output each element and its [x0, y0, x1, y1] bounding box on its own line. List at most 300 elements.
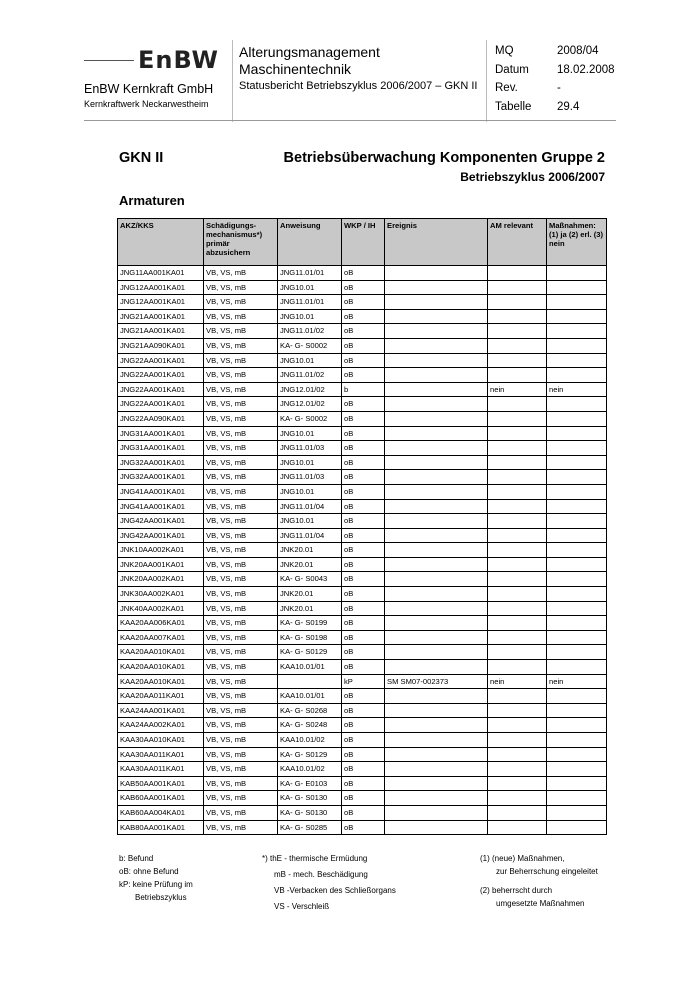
table-row [118, 791, 607, 806]
table-row [118, 689, 607, 704]
table-cell [385, 733, 488, 748]
table-cell: KAA24AA002KA01 [118, 718, 204, 733]
table-cell [385, 411, 488, 426]
table-cell [385, 587, 488, 602]
table-cell [488, 703, 547, 718]
table-cell: oB [342, 324, 385, 339]
table-cell: JNG11.01/04 [278, 499, 342, 514]
table-cell: JNG12AA001KA01 [118, 295, 204, 310]
table-cell [488, 470, 547, 485]
table-cell: oB [342, 528, 385, 543]
table-cell: oB [342, 776, 385, 791]
table-cell: oB [342, 266, 385, 281]
footnote-line: (2) beherrscht durch [480, 886, 553, 895]
table-row [118, 455, 607, 470]
table-cell [547, 368, 607, 383]
table-cell: JNG11.01/03 [278, 441, 342, 456]
table-cell [547, 353, 607, 368]
table-row [118, 528, 607, 543]
table-cell [488, 601, 547, 616]
table-cell [488, 368, 547, 383]
table-cell: VB, VS, mB [204, 353, 278, 368]
table-cell: JNG10.01 [278, 484, 342, 499]
table-cell: VB, VS, mB [204, 470, 278, 485]
meta-key: MQ [495, 45, 514, 57]
table-cell [488, 805, 547, 820]
footnote-line: kP: keine Prüfung im [119, 880, 193, 889]
table-row [118, 266, 607, 281]
table-cell: oB [342, 499, 385, 514]
table-cell [385, 324, 488, 339]
table-cell [488, 543, 547, 558]
footnote-line: b: Befund [119, 854, 154, 863]
table-cell: oB [342, 660, 385, 675]
table-cell: nein [547, 382, 607, 397]
table-cell [385, 368, 488, 383]
footnote-line: VS - Verschleiß [274, 902, 330, 911]
table-cell: oB [342, 747, 385, 762]
table-cell: KAA20AA010KA01 [118, 674, 204, 689]
table-cell: oB [342, 514, 385, 529]
column-header: AKZ/KKS [118, 219, 204, 266]
table-cell: oB [342, 630, 385, 645]
footnote-line: Betriebszyklus [135, 893, 187, 902]
table-cell [547, 616, 607, 631]
table-cell: JNG11AA001KA01 [118, 266, 204, 281]
column-header: Anweisung [278, 219, 342, 266]
column-header: Schädigungs-mechanismus*) primär abzusichern [204, 219, 278, 266]
footnote-line: mB - mech. Beschädigung [274, 870, 368, 879]
table-cell: VB, VS, mB [204, 733, 278, 748]
table-cell: VB, VS, mB [204, 616, 278, 631]
table-cell [547, 411, 607, 426]
components-table [117, 218, 607, 835]
table-cell: KA- G- S0248 [278, 718, 342, 733]
table-cell: JNG21AA090KA01 [118, 338, 204, 353]
table-cell: KAA10.01/02 [278, 733, 342, 748]
table-cell [547, 630, 607, 645]
plant-name: Kernkraftwerk Neckarwestheim [84, 99, 209, 109]
table-cell: JNG32AA001KA01 [118, 455, 204, 470]
table-cell [547, 528, 607, 543]
table-cell: JNG12AA001KA01 [118, 280, 204, 295]
table-cell: VB, VS, mB [204, 441, 278, 456]
table-cell: JNG22AA001KA01 [118, 382, 204, 397]
table-cell [547, 426, 607, 441]
footnote-legend-mechanisms [262, 852, 396, 913]
table-cell: oB [342, 820, 385, 835]
table-cell: KA- G- S0002 [278, 338, 342, 353]
meta-key: Datum [495, 63, 529, 76]
table-cell [547, 762, 607, 777]
table-cell: VB, VS, mB [204, 689, 278, 704]
table-cell [385, 528, 488, 543]
table-cell [385, 426, 488, 441]
table-row [118, 543, 607, 558]
table-row [118, 470, 607, 485]
table-row [118, 514, 607, 529]
table-cell [547, 645, 607, 660]
table-cell [547, 747, 607, 762]
table-cell: oB [342, 338, 385, 353]
table-cell: KAA24AA001KA01 [118, 703, 204, 718]
table-cell [488, 645, 547, 660]
table-cell: VB, VS, mB [204, 601, 278, 616]
table-cell [488, 747, 547, 762]
footnote-legend-measures [480, 852, 598, 910]
table-row [118, 776, 607, 791]
table-cell: oB [342, 718, 385, 733]
table-cell: oB [342, 805, 385, 820]
table-cell [547, 280, 607, 295]
table-row [118, 411, 607, 426]
section-title: Betriebsüberwachung Komponenten Gruppe 2 [283, 150, 605, 166]
table-cell [488, 776, 547, 791]
table-row [118, 441, 607, 456]
table-cell: VB, VS, mB [204, 776, 278, 791]
table-cell [488, 309, 547, 324]
report-title-line2: Maschinentechnik [239, 61, 352, 77]
table-cell: VB, VS, mB [204, 528, 278, 543]
table-cell [488, 280, 547, 295]
table-row [118, 587, 607, 602]
table-cell: KA- G- S0198 [278, 630, 342, 645]
table-row [118, 630, 607, 645]
table-cell: JNK30AA002KA01 [118, 587, 204, 602]
table-cell: oB [342, 645, 385, 660]
meta-value: - [557, 82, 561, 94]
table-cell [547, 572, 607, 587]
table-cell [488, 616, 547, 631]
report-title-line1: Alterungsmanagement [239, 44, 380, 60]
table-row [118, 762, 607, 777]
table-cell [385, 645, 488, 660]
table-cell: VB, VS, mB [204, 484, 278, 499]
table-cell: JNG41AA001KA01 [118, 484, 204, 499]
table-cell: KA- G- S0285 [278, 820, 342, 835]
table-cell: oB [342, 484, 385, 499]
table-cell [385, 703, 488, 718]
table-cell [385, 397, 488, 412]
table-cell [488, 572, 547, 587]
table-cell: JNG11.01/01 [278, 295, 342, 310]
table-cell [547, 295, 607, 310]
table-cell [385, 689, 488, 704]
table-cell: JNG12.01/02 [278, 397, 342, 412]
table-cell [488, 587, 547, 602]
table-cell: kP [342, 674, 385, 689]
table-row [118, 674, 607, 689]
table-cell [547, 397, 607, 412]
table-cell [488, 411, 547, 426]
table-cell [385, 455, 488, 470]
table-cell: oB [342, 309, 385, 324]
table-row [118, 601, 607, 616]
footnote-legend-status [119, 852, 193, 904]
table-cell: KAA20AA006KA01 [118, 616, 204, 631]
table-cell: VB, VS, mB [204, 703, 278, 718]
table-cell: oB [342, 353, 385, 368]
table-cell [547, 689, 607, 704]
table-row [118, 309, 607, 324]
table-cell: oB [342, 587, 385, 602]
table-cell: oB [342, 295, 385, 310]
table-cell [547, 309, 607, 324]
table-row [118, 338, 607, 353]
table-cell: KA- G- S0130 [278, 805, 342, 820]
table-cell: VB, VS, mB [204, 630, 278, 645]
table-cell: VB, VS, mB [204, 280, 278, 295]
table-cell: oB [342, 455, 385, 470]
table-cell [385, 572, 488, 587]
table-cell: KAA20AA011KA01 [118, 689, 204, 704]
meta-value: 29.4 [557, 100, 580, 113]
table-cell: JNG10.01 [278, 426, 342, 441]
table-cell [547, 805, 607, 820]
table-cell: JNG12.01/02 [278, 382, 342, 397]
table-cell: VB, VS, mB [204, 309, 278, 324]
table-cell [385, 630, 488, 645]
table-cell [385, 601, 488, 616]
table-row [118, 484, 607, 499]
table-cell: KAA30AA011KA01 [118, 762, 204, 777]
column-header: Maßnahmen: (1) ja (2) erl. (3) nein [547, 219, 607, 266]
table-cell [488, 353, 547, 368]
table-cell: oB [342, 426, 385, 441]
logo-line [84, 60, 134, 61]
table-cell: VB, VS, mB [204, 338, 278, 353]
table-cell [547, 441, 607, 456]
table-row [118, 382, 607, 397]
table-cell [488, 484, 547, 499]
table-cell [385, 295, 488, 310]
table-cell: VB, VS, mB [204, 266, 278, 281]
table-cell: KA- G- S0129 [278, 645, 342, 660]
table-cell: VB, VS, mB [204, 660, 278, 675]
table-cell: JNG11.01/04 [278, 528, 342, 543]
table-cell: KAB50AA001KA01 [118, 776, 204, 791]
document-header [0, 0, 700, 125]
table-cell: VB, VS, mB [204, 572, 278, 587]
table-cell: JNK10AA002KA01 [118, 543, 204, 558]
table-cell: b [342, 382, 385, 397]
table-row [118, 733, 607, 748]
table-cell: JNG10.01 [278, 309, 342, 324]
table-cell [385, 514, 488, 529]
table-cell [488, 660, 547, 675]
table-cell: oB [342, 543, 385, 558]
table-cell [547, 703, 607, 718]
table-cell: VB, VS, mB [204, 820, 278, 835]
document-meta [495, 42, 617, 116]
table-cell [385, 353, 488, 368]
table-row [118, 645, 607, 660]
footnote-line: oB: ohne Befund [119, 867, 179, 876]
table-cell [488, 557, 547, 572]
header-rule [84, 120, 616, 121]
table-cell [385, 805, 488, 820]
table-cell [547, 718, 607, 733]
table-cell: JNK20AA002KA01 [118, 572, 204, 587]
table-cell [547, 543, 607, 558]
table-cell: VB, VS, mB [204, 718, 278, 733]
table-cell: oB [342, 791, 385, 806]
footnote-line: VB -Verbacken des Schließorgans [274, 886, 396, 895]
table-cell [385, 776, 488, 791]
table-cell [547, 776, 607, 791]
table-cell [385, 280, 488, 295]
table-row [118, 572, 607, 587]
table-cell [547, 557, 607, 572]
table-cell: JNG11.01/02 [278, 324, 342, 339]
table-cell: oB [342, 441, 385, 456]
table-cell: VB, VS, mB [204, 426, 278, 441]
table-row [118, 368, 607, 383]
table-cell: VB, VS, mB [204, 674, 278, 689]
table-header-row [118, 219, 607, 266]
table-cell: oB [342, 280, 385, 295]
table-cell: oB [342, 411, 385, 426]
table-cell [488, 791, 547, 806]
table-cell: VB, VS, mB [204, 587, 278, 602]
meta-value: 18.02.2008 [557, 63, 615, 76]
table-cell: KAA10.01/01 [278, 689, 342, 704]
table-cell [385, 309, 488, 324]
table-body [118, 266, 607, 835]
table-cell [488, 324, 547, 339]
table-cell: JNK20.01 [278, 543, 342, 558]
table-cell: VB, VS, mB [204, 455, 278, 470]
table-cell [385, 718, 488, 733]
table-cell: KAA10.01/02 [278, 762, 342, 777]
table-cell [385, 441, 488, 456]
table-cell: VB, VS, mB [204, 397, 278, 412]
table-cell: VB, VS, mB [204, 499, 278, 514]
table-cell: oB [342, 368, 385, 383]
table-cell: JNG32AA001KA01 [118, 470, 204, 485]
table-row [118, 805, 607, 820]
table-cell: VB, VS, mB [204, 368, 278, 383]
table-cell: VB, VS, mB [204, 382, 278, 397]
table-cell: VB, VS, mB [204, 645, 278, 660]
table-cell [547, 455, 607, 470]
meta-value: 2008/04 [557, 45, 599, 57]
table-cell [488, 689, 547, 704]
table-row [118, 747, 607, 762]
table-cell [488, 514, 547, 529]
table-cell: KAA20AA007KA01 [118, 630, 204, 645]
section-subtitle: Betriebszyklus 2006/2007 [460, 170, 605, 184]
table-cell [488, 455, 547, 470]
table-cell: SM SM07-002373 [385, 674, 488, 689]
table-cell: JNG10.01 [278, 455, 342, 470]
table-cell [385, 543, 488, 558]
table-cell: oB [342, 572, 385, 587]
footnote-line: *) thE - thermische Ermüdung [262, 854, 368, 863]
table-cell [488, 426, 547, 441]
table-cell: oB [342, 616, 385, 631]
table-row [118, 324, 607, 339]
table-cell: JNK20.01 [278, 557, 342, 572]
table-cell [385, 616, 488, 631]
table-cell [488, 441, 547, 456]
table-cell [385, 382, 488, 397]
table-cell: JNK20.01 [278, 601, 342, 616]
table-cell [547, 733, 607, 748]
table-cell: JNG41AA001KA01 [118, 499, 204, 514]
table-cell [547, 791, 607, 806]
table-cell [488, 733, 547, 748]
company-name: EnBW Kernkraft GmbH [84, 82, 214, 96]
table-cell [547, 484, 607, 499]
table-cell: KAA30AA011KA01 [118, 747, 204, 762]
table-cell [547, 499, 607, 514]
table-cell [385, 747, 488, 762]
table-cell: KA- G- S0043 [278, 572, 342, 587]
table-cell: VB, VS, mB [204, 791, 278, 806]
table-cell: JNG42AA001KA01 [118, 528, 204, 543]
column-header: Ereignis [385, 219, 488, 266]
table-cell [547, 470, 607, 485]
table-row [118, 426, 607, 441]
table-cell: JNG31AA001KA01 [118, 441, 204, 456]
table-cell [385, 484, 488, 499]
table-cell [488, 528, 547, 543]
table-cell [547, 324, 607, 339]
table-cell: JNG21AA001KA01 [118, 309, 204, 324]
table-cell [488, 338, 547, 353]
table-cell: VB, VS, mB [204, 543, 278, 558]
table-cell [547, 587, 607, 602]
table-cell: JNG11.01/03 [278, 470, 342, 485]
table-cell: JNG21AA001KA01 [118, 324, 204, 339]
table-row [118, 280, 607, 295]
table-cell: KA- G- E0103 [278, 776, 342, 791]
column-header: AM relevant [488, 219, 547, 266]
table-cell: oB [342, 703, 385, 718]
table-cell: JNG10.01 [278, 353, 342, 368]
table-cell: KAB60AA001KA01 [118, 791, 204, 806]
table-cell: JNK40AA002KA01 [118, 601, 204, 616]
table-cell: nein [488, 382, 547, 397]
table-cell: oB [342, 689, 385, 704]
table-cell: KA- G- S0129 [278, 747, 342, 762]
table-cell: KAA30AA010KA01 [118, 733, 204, 748]
table-cell: VB, VS, mB [204, 514, 278, 529]
table-cell [488, 718, 547, 733]
table-cell: JNG31AA001KA01 [118, 426, 204, 441]
plant-label: GKN II [119, 150, 164, 166]
table-cell [385, 820, 488, 835]
table-cell: KAA20AA010KA01 [118, 660, 204, 675]
table-cell: JNG10.01 [278, 280, 342, 295]
component-heading: Armaturen [119, 193, 185, 208]
table-row [118, 718, 607, 733]
table-row [118, 557, 607, 572]
table-row [118, 660, 607, 675]
table-cell: nein [488, 674, 547, 689]
header-divider [232, 40, 233, 122]
table-cell: VB, VS, mB [204, 324, 278, 339]
enbw-logo: EnBW [138, 46, 219, 74]
table-cell: JNG11.01/02 [278, 368, 342, 383]
table-cell [547, 820, 607, 835]
table-cell [385, 499, 488, 514]
table-cell: JNG22AA001KA01 [118, 353, 204, 368]
table-cell [488, 295, 547, 310]
table-cell [547, 266, 607, 281]
table-row [118, 820, 607, 835]
